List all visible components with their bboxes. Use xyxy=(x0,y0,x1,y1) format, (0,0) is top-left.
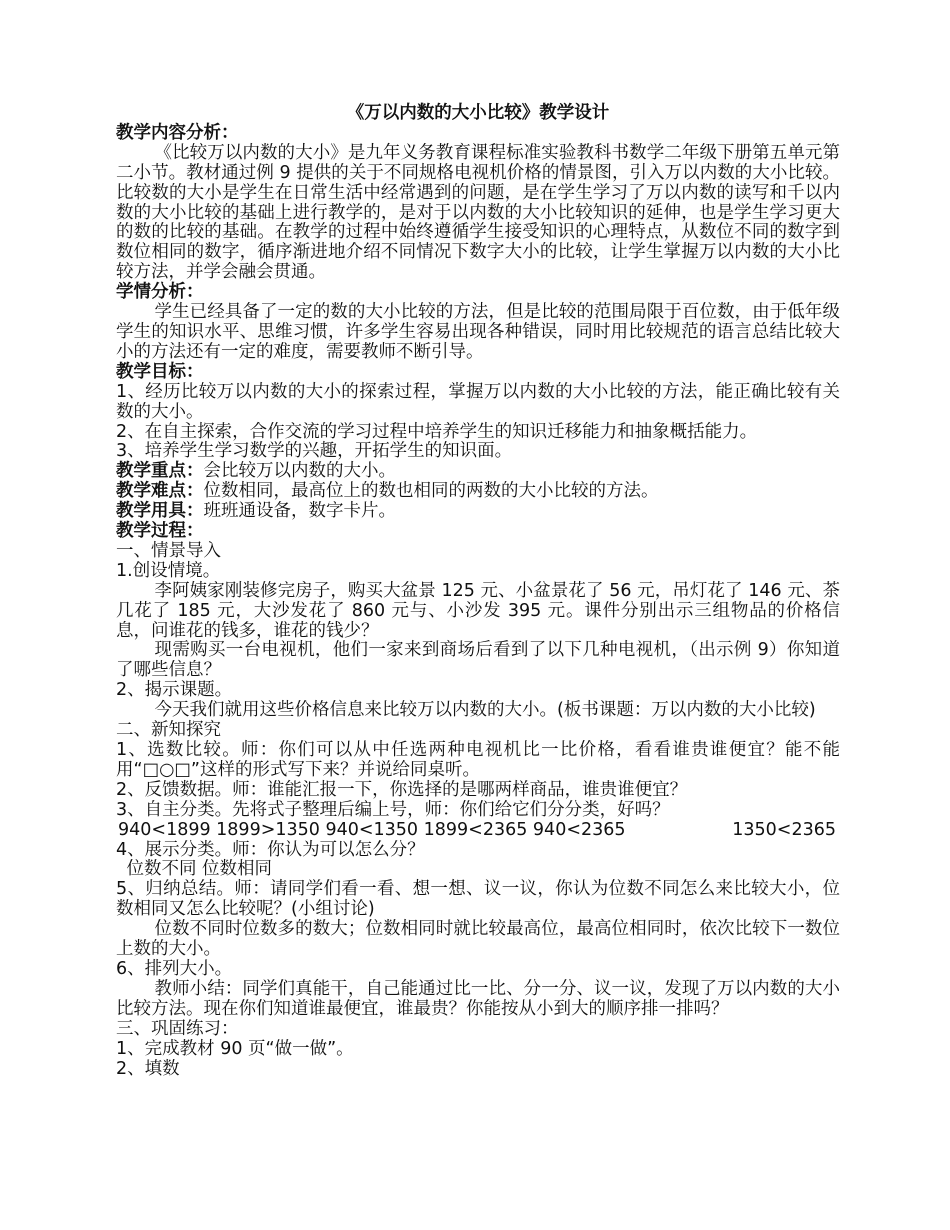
difficulty-line xyxy=(116,482,840,502)
part3-item1: 1、完成教材 90 页“做一做”。 xyxy=(116,1038,354,1059)
part3-title: 三、巩固练习： xyxy=(116,1018,239,1039)
part2-item4: 4、展示分类。师：你认为可以怎么分？ xyxy=(116,839,425,860)
tools-value: 班班通设备，数字卡片。 xyxy=(203,501,396,522)
goal-item: 1、经历比较万以内数的大小的探索过程，掌握万以内数的大小比较的方法，能正确比较有关数的大小。 xyxy=(116,381,840,422)
part2-item3: 3、自主分类。先将式子整理后编上号，师：你们给它们分分类，好吗？ xyxy=(116,799,670,820)
tools-line xyxy=(116,502,840,522)
part1-step1-text: 李阿姨家刚装修完房子，购买大盆景 125 元、小盆景花了 56 元，吊灯花了 146 元、茶几花了 185 元，大沙发花了 860 元与、小沙发 395 元。课件分别出示三组物品的价格信息，问谁花的钱多，谁花的钱少？ xyxy=(116,580,840,641)
category-line: 位数不同 位数相同 xyxy=(126,859,273,880)
part1-step2-text: 今天我们就用这些价格信息来比较万以内数的大小。(板书课题：万以内数的大小比较) xyxy=(154,700,816,721)
content-analysis-text: 《比较万以内数的大小》是九年义务教育课程标准实验教科书数学二年级下册第五单元第二小节。教材通过例 9 提供的关于不同规格电视机价格的情景图，引入万以内数的大小比较。比较数的大小是学生在日常生活中经常遇到的问题，是在学生学习了万以内数的读写和千以内数的大小比较的基础上进行教学的，是对于以内数的大小比较知识的延伸，也是学生学习更大的数的比较的基础。在教学的过程中始终遵循学生接受知识的心理特点，从数位不同的数字到数位相同的数字，循序渐进地介绍不同情况下数字大小的比较，让学生掌握万以内数的大小比较方法，并学会融会贯通。 xyxy=(116,142,840,283)
part2-item5-text: 位数不同时位数多的数大；位数相同时就比较最高位，最高位相同时，依次比较下一数位上数的大小。 xyxy=(116,919,840,960)
part2-item6-text: 教师小结：同学们真能干，自己能通过比一比、分一分、议一议，发现了万以内数的大小比较方法。现在你们知道谁最便宜，谁最贵？你能按从小到大的顺序排一排吗？ xyxy=(116,978,840,1019)
student-analysis-text: 学生已经具备了一定的数的大小比较的方法，但是比较的范围局限于百位数，由于低年级学生的知识水平、思维习惯，许多学生容易出现各种错误，同时用比较规范的语言总结比较大小的方法还有一定的难度，需要教师不断引导。 xyxy=(116,302,840,362)
part1-title: 一、情景导入 xyxy=(116,540,221,561)
key-point-value: 会比较万以内数的大小。 xyxy=(203,461,396,482)
goal-item: 3、培养学生学习数学的兴趣，开拓学生的知识面。 xyxy=(116,441,513,462)
part1-step2: 2、揭示课题。 xyxy=(116,680,233,701)
tools-label: 教学用具： xyxy=(116,501,204,522)
comparison-group: 940<1899 1899>1350 940<1350 1899<2365 940<2365 xyxy=(118,819,626,840)
document-title: 《万以内数的大小比较》教学设计 xyxy=(346,103,610,123)
part1-step1-text2: 现需购买一台电视机，他们一家来到商场后看到了以下几种电视机，（出示例 9）你知道了哪些信息？ xyxy=(116,640,840,681)
part2-item6: 6、排列大小。 xyxy=(116,958,233,979)
difficulty-value: 位数相同，最高位上的数也相同的两数的大小比较的方法。 xyxy=(203,481,659,502)
goal-item: 2、在自主探索，合作交流的学习过程中培养学生的知识迁移能力和抽象概括能力。 xyxy=(116,421,758,442)
student-analysis-heading: 学情分析： xyxy=(116,282,204,303)
process-heading: 教学过程： xyxy=(116,521,204,542)
key-point-line xyxy=(116,462,840,482)
part2-item1: 1、选数比较。师：你们可以从中任选两种电视机比一比价格，看看谁贵谁便宜？能不能用“□○□”这样的形式写下来？并说给同桌听。 xyxy=(116,740,840,780)
comparison-group: 1350<2365 xyxy=(732,819,836,840)
part2-item5: 5、归纳总结。师：请同学们看一看、想一想、议一议，你认为位数不同怎么来比较大小，位数相同又怎么比较呢？(小组讨论) xyxy=(116,879,840,920)
key-point-label: 教学重点： xyxy=(116,461,204,482)
part1-step1: 1.创设情境。 xyxy=(116,560,221,581)
goals-heading: 教学目标： xyxy=(116,361,204,382)
part2-item2: 2、反馈数据。师：谁能汇报一下，你选择的是哪两样商品，谁贵谁便宜？ xyxy=(116,779,688,800)
part2-title: 二、新知探究 xyxy=(116,720,221,741)
part3-item2: 2、填数 xyxy=(116,1058,180,1079)
difficulty-label: 教学难点： xyxy=(116,481,204,502)
comparison-line xyxy=(116,821,840,841)
content-analysis-heading: 教学内容分析： xyxy=(116,122,239,143)
document-page xyxy=(116,104,840,1079)
